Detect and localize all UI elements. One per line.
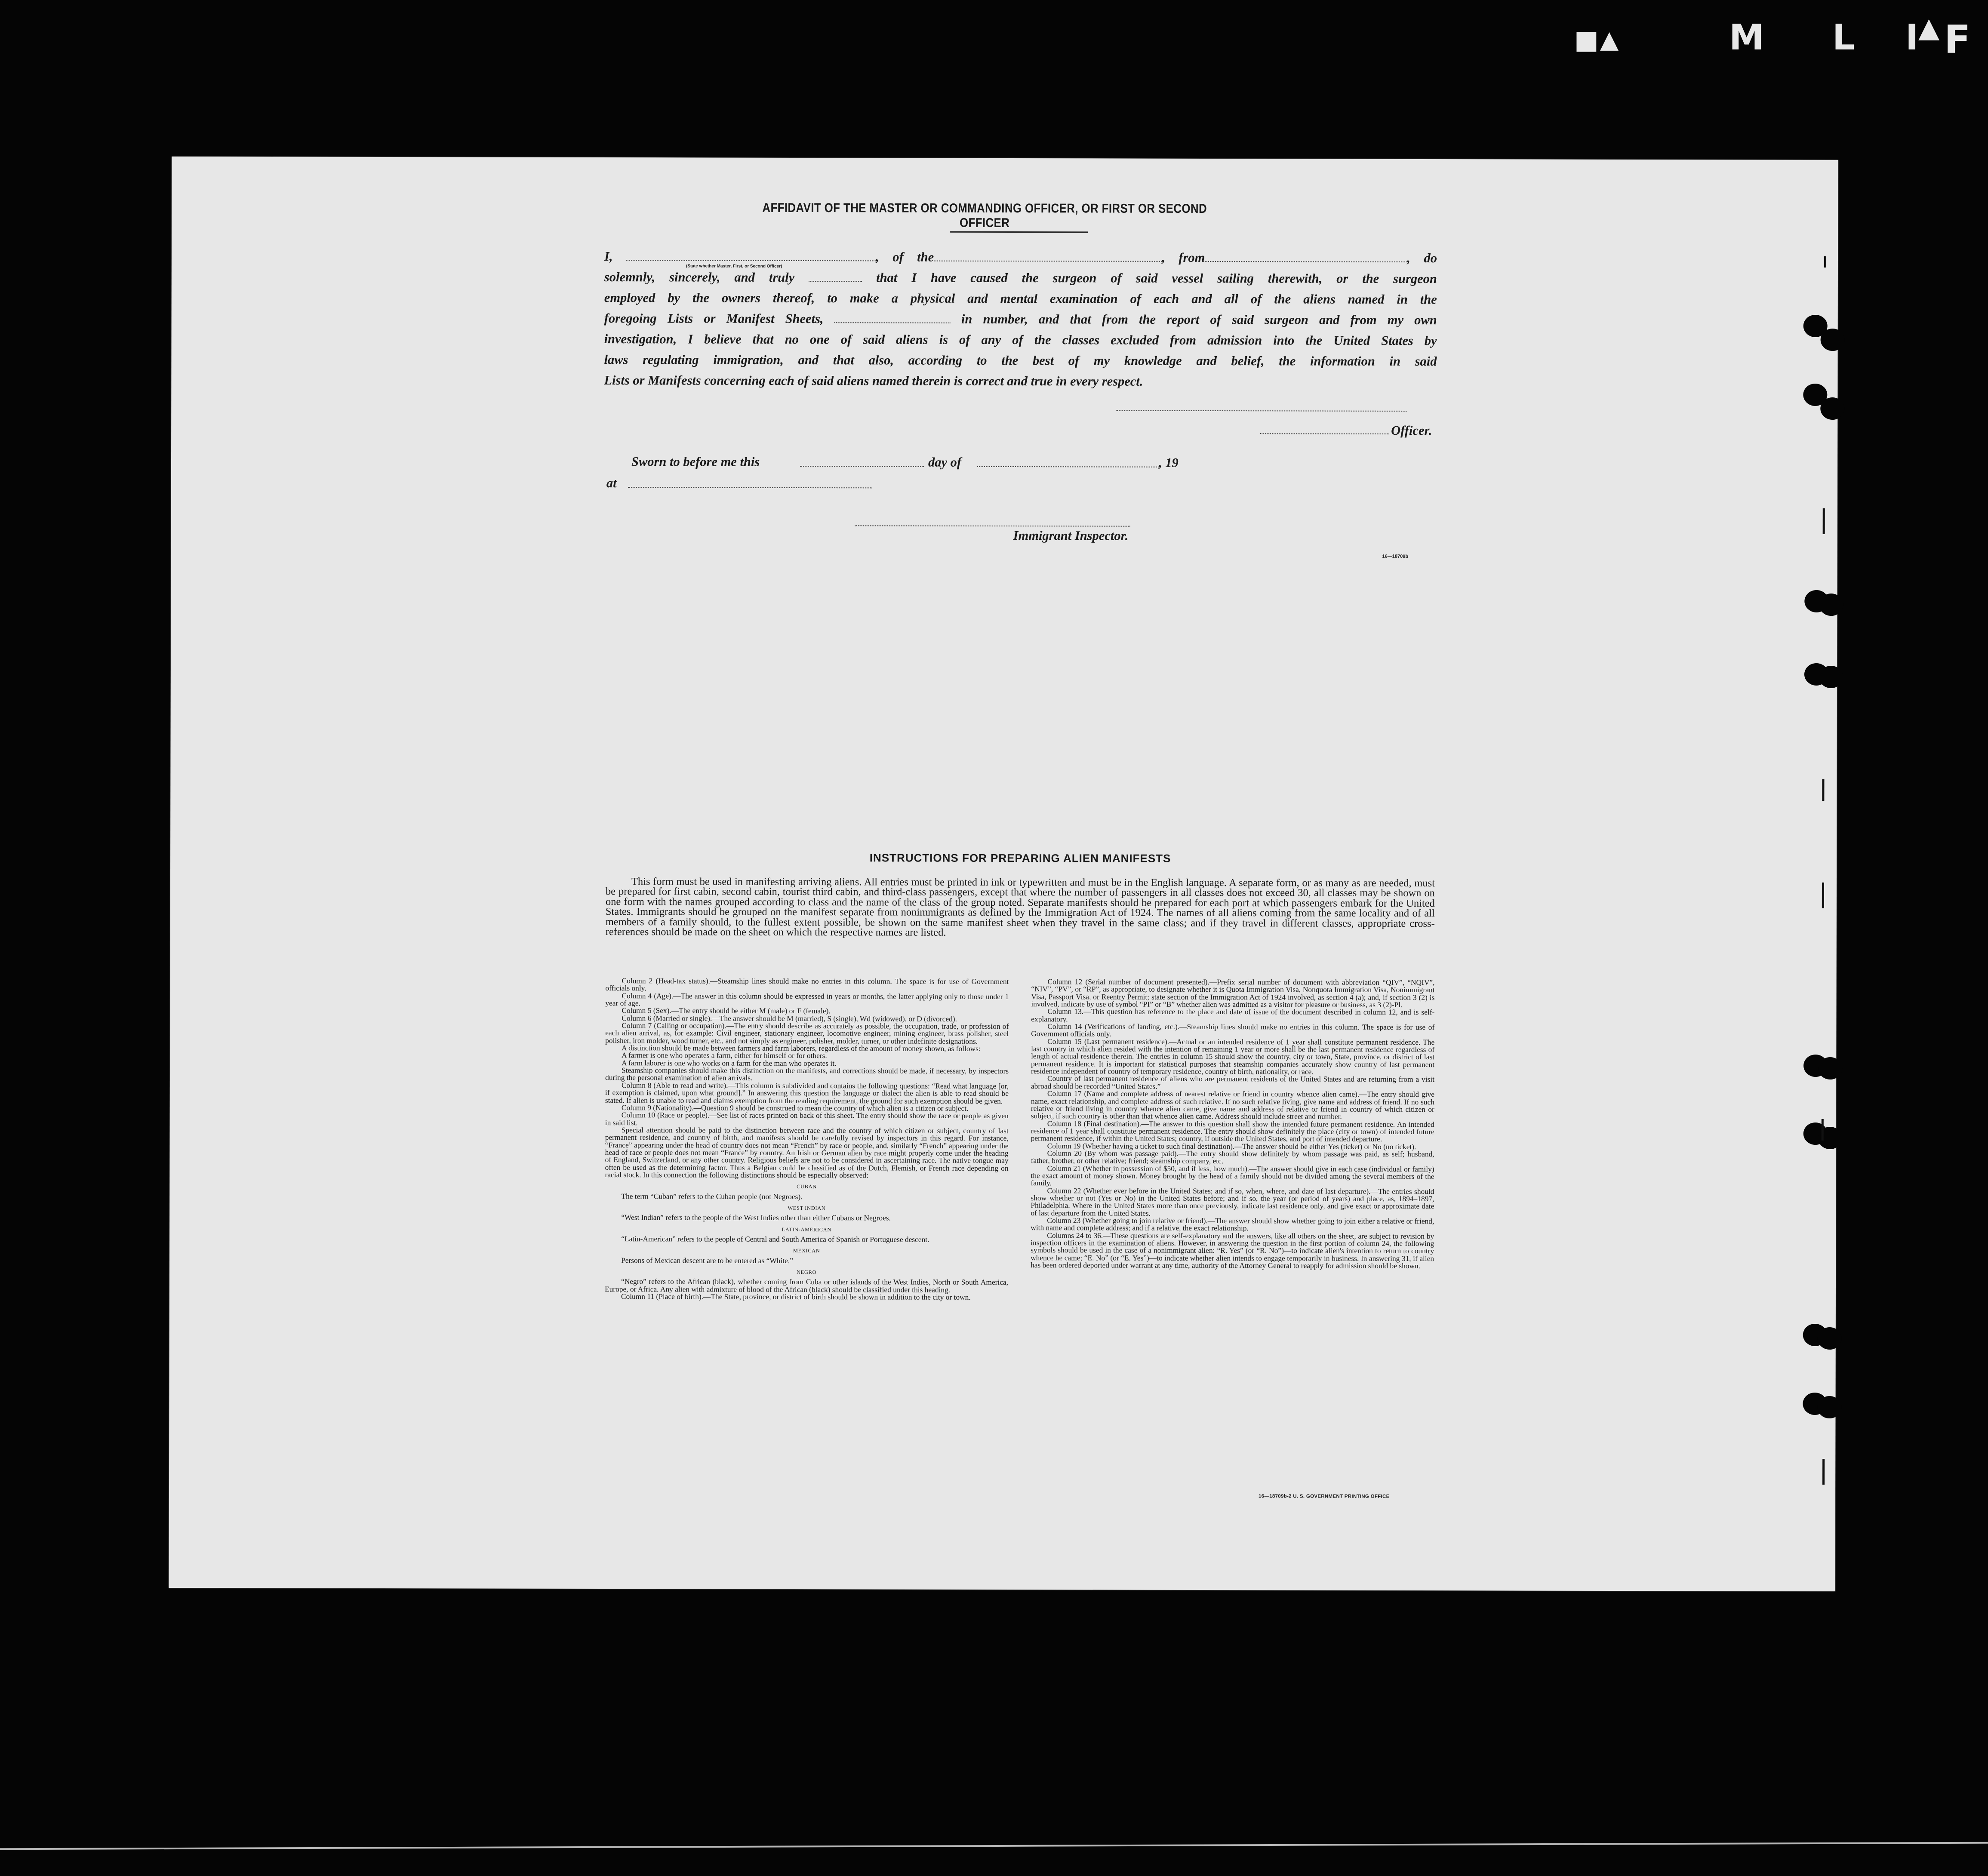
instruction-paragraph: Country of last permanent residence of aliens who are permanent residents of the United States and are returning from a visit abroad should be recorded “United States.”	[1031, 1074, 1435, 1091]
year-prefix-label: , 19	[1158, 455, 1179, 470]
film-mark-triangle-icon: ▲	[1600, 26, 1619, 54]
instruction-paragraph: “Negro” refers to the African (black), whether coming from Cuba or other islands of the West Indies, North or South America, Europe, or Africa. Any alien with admixture of blood of the African (black) should be classified under this heading.	[604, 1277, 1009, 1294]
instruction-paragraph: Column 6 (Married or single).—The answer should be M (married), S (single), Wd (widowed), or D (divorced).	[622, 1013, 957, 1023]
edge-mark	[1822, 1459, 1825, 1485]
instruction-paragraph: Steamship companies should make this distinction on the manifests, and corrections should be made, if necessary, by inspectors during the personal examination of alien arrivals.	[605, 1066, 1009, 1083]
race-heading: LATIN-AMERICAN	[782, 1226, 831, 1233]
instruction-paragraph: A farmer is one who operates a farm, either for himself or for others.	[622, 1051, 827, 1060]
inspector-label: Immigrant Inspector.	[1013, 528, 1129, 543]
instruction-paragraph: Column 14 (Verifications of landing, etc.).—Steamship lines should make no entries in this column. The space is for use of Government officials only.	[1031, 1022, 1435, 1038]
punch-hole	[1820, 397, 1844, 420]
affidavit-line-3: employed by the owners thereof, to make a physical and mental examination of each and all of the aliens named in the	[604, 290, 1437, 307]
title-underline	[950, 231, 1088, 233]
departure-port-field[interactable]	[1205, 250, 1407, 262]
instruction-paragraph: Column 12 (Serial number of document presented).—Prefix serial number of document with abbreviation “QIV”, “NQIV”, “NIV”, “PV”, or “RP”, as appropriate, to designate whether it is Quota Immigration Visa, Nonquota Immigration Visa, Nonimmigrant Visa, Passport Visa, or Reentry Permit; state section of the Immigration Act of 1924 involved, as section 4 (a); and, if section 3 (2) is involved, indicate by use of symbol “PI” or “B” whether alien was admitted as a visitor for pleasure or business, as 3 (2)-Pl.	[1031, 977, 1435, 1009]
officer-rank-field[interactable]	[626, 249, 876, 261]
race-heading: WEST INDIAN	[788, 1205, 826, 1212]
instructions-left-column	[605, 977, 1009, 1301]
instructions-right-column	[1031, 978, 1434, 1270]
punch-hole	[1819, 594, 1843, 616]
printing-office-footer: 16—18709b-2 U. S. GOVERNMENT PRINTING OFFICE	[1258, 1494, 1390, 1499]
manifest-back-page	[169, 157, 1838, 1591]
affidavit-line-5: investigation, I believe that no one of said aliens is of any of the classes excluded from admission into the United States by	[604, 332, 1437, 348]
sheet-count-field[interactable]	[834, 311, 951, 323]
film-mark-triangle-icon: ▲	[1918, 12, 1940, 44]
film-mark-square-icon: ■	[1574, 25, 1599, 55]
affidavit-text: , do	[1407, 250, 1437, 266]
affidavit-text: foregoing Lists or Manifest Sheets,	[604, 311, 824, 326]
instruction-paragraph: A distinction should be made between farmers and farm laborers, regardless of the amount of money shown, as follows:	[622, 1043, 981, 1053]
sworn-label: Sworn to before me this	[631, 454, 760, 469]
blank-field[interactable]	[809, 270, 862, 282]
instruction-paragraph: Column 2 (Head-tax status).—Steamship lines should make no entries in this column. The space is for use of Government officials only.	[605, 976, 1009, 993]
day-of-label: day of	[928, 455, 962, 470]
instructions-title: INSTRUCTIONS FOR PREPARING ALIEN MANIFESTS	[869, 851, 1171, 865]
race-heading: NEGRO	[797, 1269, 817, 1276]
affidavit-line-4	[604, 308, 1437, 330]
affidavit-line-7: Lists or Manifests concerning each of said aliens named therein is correct and true in every respect.	[604, 373, 1143, 389]
instructions-intro: This form must be used in manifesting arriving aliens. All entries must be printed in ink or typewritten and must be in the English language. A separate form, or as many as are needed, must be prepared for first cabin, second cabin, tourist third cabin, and third-class passengers, except that where the number of passengers in all classes does not exceed 30, all classes may be shown on one form with the names grouped according to class and the name of the class of the group noted. Separate manifests should be prepared for each port at which passengers embark for the United States. Immigrants should be grouped on the manifest separate from nonimmigrants as defined by the Immigration Act of 1924. The names of all aliens coming from the same locality and of all members of a family should, to the fullest extent possible, be shown on the same manifest sheet when they travel in the same class; and if they travel in different classes, appropriate cross-references should be made on the sheet on which the respective names are listed.	[605, 876, 1435, 938]
edge-mark	[1822, 883, 1824, 908]
instruction-paragraph: Special attention should be paid to the distinction between race and the country of which citizen or subject, country of last permanent residence, and country of birth, and manifests should be carefully revised by inspectors in this regard. For instance, “France” appearing under the head of country does not mean “French” by race or people, and, similarly “French” appearing under the head of race or people does not mean “France” by country. An Irish or German alien by race might properly come under the heading of England, Switzerland, or any other country. Religious beliefs are not to be considered in ascertaining race. The native tongue may often be used as the determining factor. Thus a Belgian could be classified as of the Dutch, Flemish, or French race depending on racial stock. In this connection the following distinctions should be especially observed:	[605, 1126, 1009, 1180]
film-scratch	[0, 1842, 1988, 1850]
instruction-paragraph: Column 13.—This question has reference to the place and date of issue of the document described in column 12, and is self-explanatory.	[1031, 1007, 1435, 1024]
punch-hole	[1818, 1327, 1842, 1350]
race-heading: MEXICAN	[793, 1248, 820, 1254]
instruction-paragraph: Column 23 (Whether going to join relative or friend).—The answer should show whether going to join either a relative or friend, with name and complete address; and if a relative, the exact relationship.	[1031, 1216, 1434, 1233]
sworn-day-field[interactable]	[800, 466, 924, 467]
instruction-paragraph: Column 20 (By whom was passage paid).—The entry should show definitely by whom passage was paid, as self; husband, father, brother, or other relative; friend; steamship company, etc.	[1031, 1149, 1434, 1166]
film-strip-markings	[1557, 17, 1971, 65]
punch-hole	[1821, 329, 1845, 351]
instruction-paragraph: Persons of Mexican descent are to be entered as “White.”	[621, 1255, 793, 1265]
affidavit-text: I,	[604, 249, 613, 264]
instruction-paragraph: Column 17 (Name and complete address of nearest relative or friend in country whence alien came).—The entry should give name, exact relationship, and complete address of such relative. If no such relative living, give name and address of friend. If no such relative or friend living in country whence alien came, give name and address of relative or friend in country of which citizen or subject, if such country is other than that whence alien came. Address should include street and number.	[1031, 1089, 1434, 1121]
instruction-paragraph: Columns 24 to 36.—These questions are self-explanatory and the answers, like all others on the sheet, are subject to revision by inspection officers in the examination of aliens. However, in answering the question in the first portion of column 24, the following symbols should be used in the case of a nonimmigrant alien: “R. Yes” (or “R. No”)—to indicate alien's intention to return to country whence he came; “E. No” (or “E. Yes”)—to indicate whether alien intends to engage temporarily in business. In answering 31, if alien has been ordered deported under warrant at any time, authority of the Attorney General to reapply for admission should be shown.	[1031, 1230, 1434, 1270]
edge-mark	[1824, 256, 1826, 268]
affidavit-text: solemnly, sincerely, and truly	[604, 270, 795, 285]
affidavit-line-6: laws regulating immigration, and that also, according to the best of my knowledge and belief, the information in said	[604, 352, 1437, 369]
officer-label: Officer.	[1391, 423, 1432, 438]
form-number: 16—18709b	[1382, 554, 1409, 559]
instruction-paragraph: Column 15 (Last permanent residence).—Actual or an intended residence of 1 year shall constitute permanent residence. The last country in which alien resided with the intention of remaining 1 year or more shall be the last permanent residence regardless of length of actual residence therein. The entries in column 15 should show the country, city or town, State, province, or district of last permanent residence. It is important for statistical purposes that steamship companies accurately show country of last permanent residence independent of country of temporary residence, country of birth, nationality, or race.	[1031, 1036, 1435, 1076]
affidavit-text: , from	[1162, 250, 1205, 265]
rank-note: (State whether Master, First, or Second Officer)	[686, 264, 782, 269]
affidavit-title: AFFIDAVIT OF THE MASTER OR COMMANDING OFFICER, OR FIRST OR SECOND OFFICER	[762, 200, 1207, 231]
instruction-paragraph: Column 19 (Whether having a ticket to such final destination).—The answer should be either Yes (ticket) or No (no ticket).	[1047, 1141, 1416, 1151]
instruction-paragraph: Column 7 (Calling or occupation).—The entry should describe as accurately as possible, the occupation, trade, or profession of each alien arrival, as, for example: Civil engineer, stationary engineer, locomotive engineer, mining engineer, brass polisher, steel polisher, iron molder, wood turner, etc., and not simply as engineer, polisher, molder, turner, or other indefinite designations.	[605, 1021, 1009, 1046]
punch-hole	[1817, 1396, 1841, 1418]
sworn-month-field[interactable]	[977, 466, 1160, 467]
instruction-paragraph: Column 21 (Whether in possession of $50, and if less, how much).—The answer should give in each case (individual or family) the exact amount of money shown. Money brought by the head of a family should not be divided among the several members of the family.	[1031, 1163, 1434, 1187]
instruction-paragraph: Column 18 (Final destination).—The answer to this question shall show the intended future permanent residence. An intended residence of 1 year shall constitute permanent residence. The entry should show definitely the place (city or town) of intended future permanent residence, if within the United States; country, if outside the United States, and port of intended departure.	[1031, 1119, 1434, 1144]
edge-mark	[1823, 508, 1825, 534]
sworn-place-field[interactable]	[628, 487, 872, 488]
affidavit-line-2	[604, 267, 1437, 289]
edge-mark	[1822, 779, 1824, 801]
officer-name-line[interactable]	[1260, 433, 1389, 434]
officer-signature-line[interactable]	[1116, 410, 1406, 412]
vessel-name-field[interactable]	[934, 249, 1162, 262]
affidavit-text: that I have caused the surgeon of said vessel sailing therewith, or the surgeon	[876, 270, 1437, 286]
instruction-paragraph: Column 10 (Race or people).—See list of races printed on back of this sheet. The entry should show the race or people as given in said list.	[605, 1110, 1009, 1127]
instruction-paragraph: Column 22 (Whether ever before in the United States; and if so, when, where, and date of last departure).—The entries should show whether or not (Yes or No) in the United States before; and if so, the year (or period of years) and place, as, 1894–1897, Philadelphia. Where in the United States more than once previously, indicate last residence only, and give exact or approximate date of last departure from the United States.	[1031, 1186, 1434, 1218]
punch-hole	[1819, 666, 1843, 688]
instruction-paragraph: “Latin-American” refers to the people of Central and South America of Spanish or Portuguese descent.	[621, 1234, 929, 1244]
instruction-paragraph: Column 4 (Age).—The answer in this column should be expressed in years or months, the latter applying only to those under 1 year of age.	[605, 991, 1009, 1008]
instruction-paragraph: The term “Cuban” refers to the Cuban people (not Negroes).	[621, 1191, 803, 1201]
inspector-signature-line[interactable]	[855, 525, 1130, 526]
instruction-paragraph: Column 11 (Place of birth).—The State, province, or district of birth should be shown in addition to the city or town.	[621, 1292, 971, 1301]
instruction-paragraph: Column 5 (Sex).—The entry should be either M (male) or F (female).	[622, 1006, 831, 1015]
film-mark-letter: F	[1944, 17, 1971, 62]
film-mark-letter: I	[1905, 17, 1919, 58]
edge-mark	[1822, 1119, 1824, 1141]
at-label: at	[606, 476, 617, 491]
punch-hole	[1818, 1057, 1842, 1079]
instruction-paragraph: Column 8 (Able to read and write).—This column is subdivided and contains the following questions: “Read what language [or, if exemption is claimed, upon what ground].” In answering this question the language or dialect the alien is able to read should be stated. If alien is unable to read and claims exemption from the reading requirement, the ground for such exemption should be given.	[605, 1080, 1009, 1105]
film-mark-letter: M	[1729, 17, 1764, 58]
affidavit-text: in number, and that from the report of said surgeon and from my own	[961, 311, 1437, 328]
instruction-paragraph: A farm laborer is one who works on a farm for the man who operates it.	[622, 1058, 837, 1067]
race-heading: CUBAN	[797, 1184, 817, 1190]
film-mark-letter: L	[1832, 17, 1855, 58]
instruction-paragraph: “West Indian” refers to the people of the West Indies other than either Cubans or Negroes.	[621, 1213, 891, 1222]
affidavit-text: , of the	[876, 249, 934, 264]
instruction-paragraph: Column 9 (Nationality).—Question 9 should be construed to mean the country of which alien is a citizen or subject.	[621, 1103, 969, 1113]
